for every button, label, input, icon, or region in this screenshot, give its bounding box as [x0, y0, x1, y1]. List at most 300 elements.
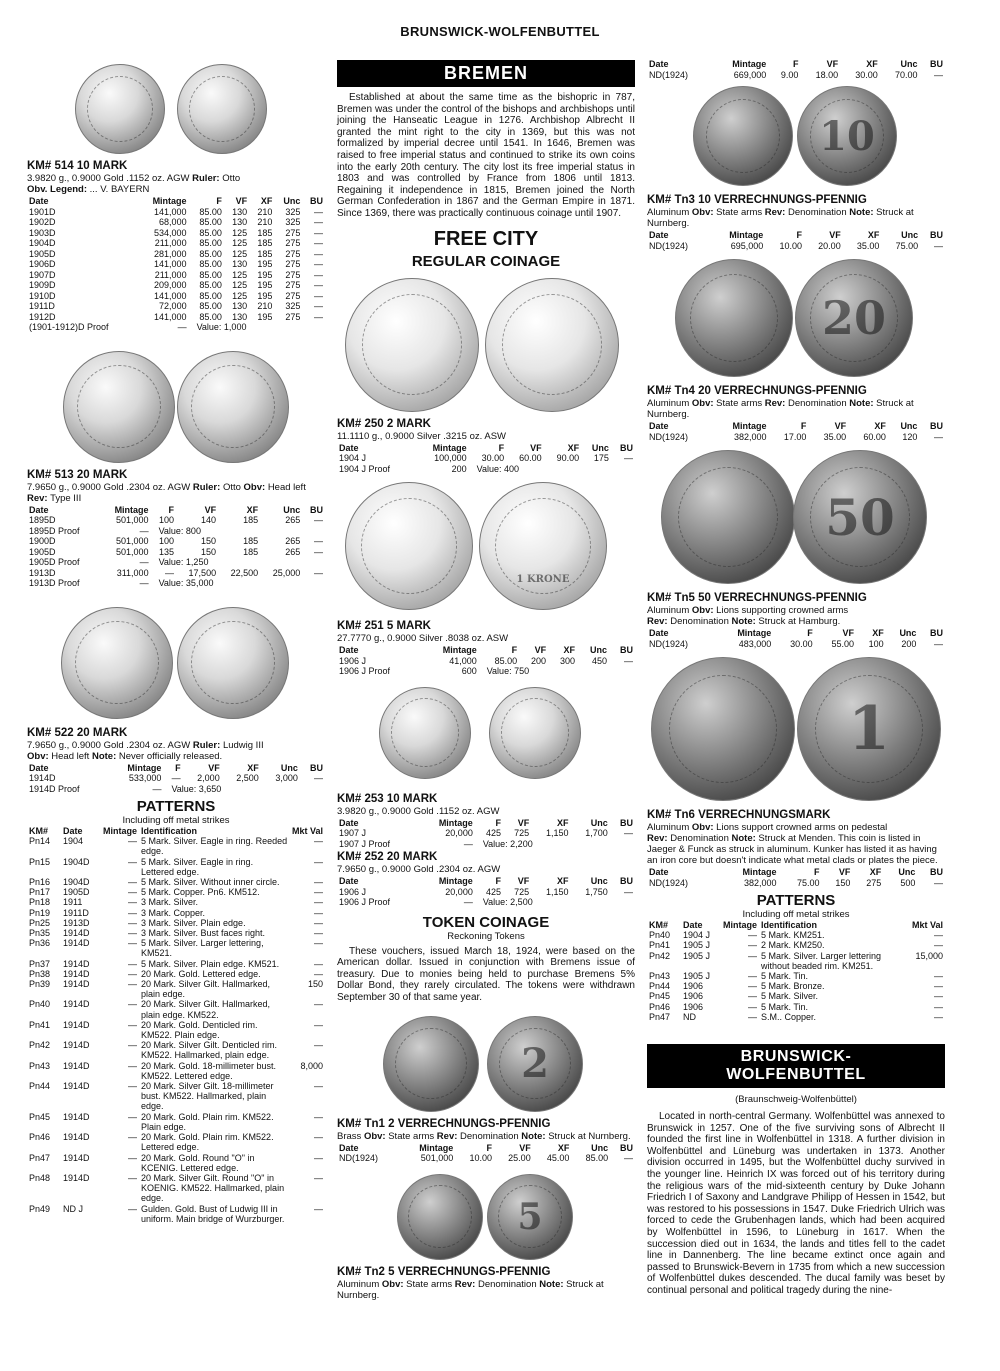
table-cell: 5 Mark. Silver. Without inner circle. [141, 877, 280, 888]
table-cell: 185 [243, 536, 259, 546]
table-cell: 200 [451, 463, 467, 474]
table-cell: 1901D [29, 206, 56, 217]
table-cell: 20 Mark. Silver Gilt. Hallmarked, plain edge. KM522. [141, 999, 271, 1020]
table-header-row [647, 421, 945, 432]
table-cell: — [748, 971, 758, 982]
table-cell: — [314, 248, 323, 259]
table-cell: 1905D [29, 248, 56, 259]
table-cell: — [748, 981, 758, 992]
table-header-row [647, 867, 945, 878]
table-cell: — [624, 453, 633, 464]
table-cell: — [164, 567, 174, 578]
table-row [337, 887, 635, 898]
column-header: BU [930, 421, 943, 431]
table-header-row [27, 826, 325, 836]
table-cell: 175 [593, 453, 609, 464]
table-cell: Value: 2,500 [482, 897, 533, 908]
tn6-spec: Aluminum Obv: Lions support crowned arms on pedestal Rev: Denomination Note: Struck at Menden. This coin is listed in Jaeger & Funck as struck in aluminum. Kunker has listed it as having an iron core but doesn't indicate what metal clads or plates the piece. [647, 822, 938, 866]
table-cell: 141,000 [154, 290, 187, 301]
table-row [27, 979, 325, 999]
table-cell: 195 [257, 280, 273, 290]
table-cell: 85.00 [199, 311, 222, 322]
column-header: XF [557, 1142, 570, 1153]
table-cell: 5 Mark. KM251. [761, 930, 825, 941]
table-cell: 1900D [29, 536, 56, 546]
column-header: VF [517, 817, 530, 828]
column-header: BU [930, 230, 943, 240]
table-cell: 185 [257, 238, 273, 248]
coin-reverse-image [177, 607, 289, 719]
tn3-title: KM# Tn3 10 VERRECHNUNGS-PFENNIG [647, 194, 867, 206]
table-cell: Pn48 [29, 1172, 51, 1183]
table-cell: 130 [232, 217, 248, 227]
column-header: VF [826, 59, 839, 69]
table-cell: 5 Mark. Silver. Larger lettering, KM521. [141, 938, 264, 959]
column-header: Date [683, 920, 703, 930]
column-header: Mintage [737, 628, 772, 638]
tn4-spec: Aluminum Obv: State arms Rev: Denomination Note: Struck at Nurnberg. [647, 398, 914, 420]
table-cell: — [128, 1152, 138, 1163]
table-cell: 20 Mark. Silver Gilt. Round "O" in KOENIG. KM522. Hallmarked, plain edge. [141, 1172, 285, 1204]
table-cell: 501,000 [116, 536, 149, 546]
table-cell: Pn18 [29, 897, 51, 908]
table-cell: — [934, 930, 943, 941]
table-cell: 85.00 [199, 248, 222, 259]
table-header-row [337, 818, 635, 829]
column-header: XF [567, 442, 580, 453]
table-row [27, 1112, 325, 1132]
page-header: BRUNSWICK-WOLFENBUTTEL [400, 24, 600, 39]
table-cell: 100 [158, 515, 174, 525]
table-cell: 533,000 [128, 773, 162, 783]
token-reverse-image: 50 [793, 450, 927, 584]
table-cell: 2 Mark. KM250. [761, 940, 825, 951]
table-cell: — [624, 828, 633, 839]
table-cell: 1914D [63, 999, 90, 1010]
table-row [27, 249, 325, 260]
column-header: Mintage [742, 867, 777, 877]
km514-title: KM# 514 10 MARK [27, 160, 128, 172]
table-cell: Pn45 [649, 991, 671, 1002]
column-header: VF [204, 504, 217, 515]
column-header: F [175, 762, 181, 773]
column-header: VF [834, 421, 847, 431]
table-cell: 265 [285, 536, 301, 546]
table-cell: Pn41 [29, 1019, 51, 1030]
table-cell: — [314, 907, 323, 918]
table-cell: 1914D [63, 958, 90, 969]
token-obverse-image [651, 657, 795, 801]
table-cell: 100 [868, 638, 884, 649]
coin-images-km250 [337, 272, 635, 414]
brunswick-history: Located in north-central Germany. Wolfenbüttel was annexed to Brunswick in 1257. One of the five surviving sons of Albrecht II founded the first line in Wolfenbüttel in 1318. A further division in Wolfenbüttel and Lüneburg was undertaken in 1373. Another division occurred in 1495, but the Wolfenbüttel duchy survived in the younger line. Heinrich IX was forced out of his territory during the religious wars of the mid-sixteenth century by Duke Johann Friedrich I of Saxony and Landgrave Philipp of Hessen in 1542, but was restored to his possessions in 1547. Duke Friedrich Ulrich was forced to cede the Grubenhagen lands, which had been acquired by Wolfenbüttel in 1596, to Lüneburg in 1617. When the succession died out in 1634, the lands and titles fell to the cadet line in Dannenberg. The line became extinct once again and passed to Brunswick-Bevern in 1735 from which a new succession of Wolfenbüttel dukes descended. The ducal family was beset by continual personal and political tragedy during the nine- [647, 1111, 945, 1296]
column-header: Unc [900, 59, 918, 69]
table-cell: 185 [243, 515, 259, 525]
table-cell: 1903D [29, 227, 56, 238]
column-header: Date [649, 230, 669, 240]
table-cell: 2,500 [236, 773, 259, 783]
patterns-heading: PATTERNS [136, 798, 216, 815]
column-header: Unc [898, 867, 916, 877]
table-cell: 1906 [683, 981, 704, 992]
coin-obverse-image [75, 64, 165, 154]
table-cell: — [128, 1040, 138, 1051]
table-cell: — [624, 886, 633, 897]
table-cell: Pn16 [29, 877, 51, 888]
table-cell: 1904 J Proof [339, 463, 391, 474]
table-cell: — [314, 217, 323, 227]
table-cell: 1904 [63, 836, 84, 847]
table-cell: Value: 750 [486, 666, 530, 677]
table-cell: 1907 J [339, 828, 367, 839]
table-cell: 1906 J Proof [339, 666, 391, 677]
table-cell: 85.00 [199, 227, 222, 238]
table-cell: 20,000 [445, 828, 473, 839]
table-cell: 20,000 [445, 886, 473, 897]
table-cell: — [314, 968, 323, 979]
column-header: Date [339, 442, 359, 453]
tn6-table [647, 867, 945, 888]
table-cell: 125 [232, 238, 248, 248]
column-header: F [486, 1142, 492, 1153]
table-cell: 195 [257, 290, 273, 301]
table-cell: — [314, 227, 323, 238]
table-cell: — [934, 240, 943, 251]
table-cell: Pn36 [29, 938, 51, 949]
table-cell: Pn38 [29, 968, 51, 979]
table-cell: — [934, 1011, 943, 1022]
table-cell: — [128, 1132, 138, 1143]
table-row [27, 928, 325, 938]
table-cell: 1,150 [545, 828, 569, 839]
table-cell: 68,000 [159, 217, 187, 227]
table-cell: Value: 800 [158, 525, 201, 536]
table-header-row [337, 645, 635, 656]
table-cell: Pn41 [649, 940, 671, 951]
table-cell: 382,000 [734, 431, 767, 442]
table-row [27, 999, 325, 1019]
table-cell: 41,000 [449, 655, 477, 666]
table-cell: 1911D [29, 301, 55, 311]
table-cell: Value: 1,000 [196, 322, 247, 332]
table-row [647, 241, 945, 252]
table-cell: — [463, 897, 473, 908]
table-cell: 211,000 [154, 269, 187, 280]
section-title-brunswick-wolfenbuttel: BRUNSWICK- WOLFENBUTTEL [647, 1044, 945, 1088]
tn2-table [647, 59, 945, 80]
table-cell: Pn43 [29, 1060, 51, 1071]
column-header: VF [842, 628, 855, 638]
table-cell: (1901-1912)D Proof [29, 322, 109, 332]
column-header: XF [872, 628, 884, 638]
column-header: Date [649, 421, 669, 431]
table-cell: — [314, 290, 323, 301]
table-row [647, 878, 945, 889]
table-cell: 1914D [63, 1081, 90, 1092]
patterns-subheading-bremen: Including off metal strikes [742, 909, 850, 920]
table-cell: 1906 [683, 991, 704, 1002]
table-cell: 150 [201, 546, 217, 557]
tn3-table [647, 230, 945, 251]
table-cell: 1904 J [683, 930, 711, 941]
km513-title: KM# 513 20 MARK [27, 468, 128, 481]
table-cell: 185 [243, 546, 259, 557]
table-cell: — [128, 877, 138, 888]
column-header: Mintage [729, 230, 764, 240]
tn2-spec: Aluminum Obv: State arms Rev: Denomination Note: Struck at Nurnberg. [337, 1278, 604, 1301]
table-cell: 1914D [63, 1152, 90, 1163]
table-row [27, 259, 325, 270]
table-cell: — [314, 301, 323, 311]
column-header: Date [339, 1142, 359, 1153]
column-header: BU [620, 817, 633, 828]
table-cell: ND(1924) [649, 69, 689, 80]
table-row [647, 981, 945, 991]
column-header: F [498, 442, 505, 453]
table-cell: 501,000 [420, 1153, 454, 1163]
table-cell: 1904D [63, 856, 90, 867]
table-cell: Pn40 [649, 930, 671, 941]
regular-coinage-heading: REGULAR COINAGE [411, 252, 561, 270]
column-header: F [495, 876, 502, 887]
table-cell: — [314, 938, 323, 949]
column-header: F [511, 645, 518, 656]
table-cell: Value: 1,250 [158, 557, 209, 567]
table-row [647, 971, 945, 981]
km250-spec: 11.1110 g., 0.9000 Silver .3215 oz. ASW [337, 430, 506, 442]
table-cell: 30.00 [481, 453, 505, 464]
tn5-spec: Aluminum Obv: Lions supporting crowned arms Rev: Denomination Note: Struck at Hamburg. [647, 605, 849, 627]
table-header-row [647, 628, 945, 639]
table-header-row [337, 876, 635, 887]
table-cell: — [748, 1011, 758, 1022]
table-cell: 1910D [29, 290, 56, 301]
table-cell: 5 Mark. Silver. Plain edge. KM521. [141, 958, 280, 969]
bremen-history: Established at about the same time as the bishopric in 787, Bremen was under the control of the bishops and archbishops until joining the Hanseatic League in 1276. Archbishop Albrecht II granted the mint right to the city in 1369, but this was not formalized by imperial decree until 1541. In 1646, Bremen was raised to free imperial status and continued to strike its own coins into the early 20th century. The city lost its free imperial status in 1803 and was controlled by France from 1806 until 1813. Regaining it independence in 1815, Bremen joined the North German Confederation in 1867 and the German Empire in 1871. Since 1369, there was practically continuous coinage until 1907. [337, 92, 635, 219]
table-cell: 17,500 [188, 567, 217, 578]
table-cell: Value: 400 [476, 463, 519, 474]
column-header: XF [260, 196, 273, 206]
table-row [647, 432, 945, 443]
table-cell: 1906D [29, 259, 56, 269]
table-cell: — [314, 877, 323, 888]
table-row [27, 568, 325, 579]
table-cell: 141,000 [154, 259, 187, 269]
km250-title: KM# 250 2 MARK [337, 417, 431, 430]
table-cell: 534,000 [154, 227, 187, 238]
table-cell: Pn42 [649, 950, 671, 961]
table-header-row [647, 59, 945, 70]
column-header: Mintage [438, 876, 473, 887]
table-cell: — [128, 1111, 138, 1122]
table-cell: 1,750 [585, 886, 608, 897]
table-cell: 5 Mark. Silver. Eagle in ring. Lettered edge. [141, 856, 254, 877]
table-cell: 20 Mark. Gold. Plain rim. KM522. Lettered edge. [141, 1132, 274, 1153]
table-cell: 1914D [63, 979, 90, 990]
column-header: Identification [761, 920, 818, 930]
patterns-subheading: Including off metal strikes [122, 815, 230, 826]
table-cell: Pn45 [29, 1111, 51, 1122]
table-cell: 90.00 [556, 453, 580, 464]
table-cell: 5 Mark. Silver. Eagle in ring. Reeded edge. [141, 836, 288, 857]
table-cell: 85.00 [199, 290, 222, 301]
table-cell: — [748, 1001, 758, 1012]
table-cell: — [314, 856, 323, 867]
table-cell: 425 [485, 828, 502, 839]
table-row [27, 1020, 325, 1040]
table-row [337, 666, 635, 677]
column-header: F [800, 421, 807, 431]
table-row [647, 639, 945, 650]
column-header: BU [310, 762, 323, 773]
table-cell: 1,150 [545, 886, 569, 897]
column-header: Unc [590, 817, 608, 828]
km251-title: KM# 251 5 MARK [337, 620, 431, 633]
table-cell: 20 Mark. Silver Gilt. Denticled rim. KM522. Hallmarked, plain edge. [141, 1040, 278, 1061]
table-cell: 1905D [63, 887, 90, 898]
table-cell: 72,000 [159, 301, 187, 311]
table-cell: 1905 J [683, 950, 711, 961]
table-cell: 1904D [63, 877, 90, 888]
table-cell: 140 [201, 515, 217, 525]
coin-images-tn4 [647, 255, 945, 381]
table-cell: 25,000 [272, 567, 301, 578]
table-row [27, 938, 325, 958]
table-cell: S.M.. Copper. [761, 1011, 817, 1022]
table-row [27, 238, 325, 249]
coin-images-tn3 [647, 82, 945, 190]
table-cell: 100,000 [434, 453, 467, 464]
column-header: Unc [899, 628, 917, 638]
table-cell: 1914D [63, 928, 90, 939]
km250-table [337, 443, 635, 475]
column-header: F [495, 817, 502, 828]
table-cell: — [314, 1019, 323, 1030]
column-header: Date [339, 817, 359, 828]
column-header: Unc [280, 762, 298, 773]
table-cell: Pn15 [29, 856, 51, 867]
table-cell: 125 [232, 269, 248, 280]
table-cell: — [463, 838, 473, 849]
table-row [27, 897, 325, 907]
table-cell: 1902D [29, 217, 56, 227]
table-cell: 85.00 [199, 259, 222, 269]
table-cell: 1907D [29, 269, 56, 280]
table-row [27, 1040, 325, 1060]
table-cell: Pn46 [29, 1132, 51, 1143]
table-row [27, 773, 325, 784]
table-cell: Value: 35,000 [158, 578, 214, 588]
table-cell: 125 [232, 290, 248, 301]
table-cell: 5 Mark. Copper. Pn6. KM512. [141, 887, 260, 898]
table-cell: — [314, 1081, 323, 1092]
column-header: KM# [29, 826, 49, 836]
patterns-table-bremen [647, 920, 945, 1022]
column-right [647, 58, 945, 1297]
table-cell: 1907 J Proof [339, 838, 391, 849]
km514-table [27, 196, 325, 333]
table-row [337, 453, 635, 464]
table-row [27, 908, 325, 918]
coin-reverse-image [489, 687, 581, 779]
table-cell: Pn40 [29, 999, 51, 1010]
token-obverse-image [397, 1174, 483, 1260]
table-row [27, 536, 325, 547]
coin-images-tn1 [337, 1010, 635, 1114]
table-row [27, 857, 325, 877]
table-header-row [647, 230, 945, 241]
table-header-row [647, 920, 945, 930]
column-header: Unc [283, 196, 301, 206]
table-cell: 100 [158, 536, 174, 546]
table-cell: Pn19 [29, 907, 51, 918]
column-header: Unc [590, 876, 608, 887]
table-cell: 60.00 [863, 431, 886, 442]
table-cell: 300 [560, 655, 576, 666]
column-header: BU [620, 876, 633, 887]
tn5-title: KM# Tn5 50 VERRECHNUNGS-PFENNIG [647, 592, 867, 604]
table-cell: 35.00 [823, 431, 847, 442]
table-cell: — [171, 773, 181, 783]
table-cell: 10.00 [469, 1153, 492, 1163]
column-header: F [796, 230, 802, 240]
column-header: XF [246, 504, 259, 515]
coin-reverse-image [177, 64, 267, 154]
column-header: Unc [591, 1142, 609, 1153]
table-row [647, 940, 945, 950]
table-cell: 1914D [63, 1132, 90, 1143]
table-cell: — [314, 958, 323, 969]
column-header: F [807, 628, 813, 638]
table-cell: ND(1924) [649, 240, 689, 251]
table-row [647, 930, 945, 940]
table-row [27, 578, 325, 589]
table-row [27, 322, 325, 333]
table-header-row [27, 763, 325, 774]
table-cell: — [624, 655, 633, 666]
column-middle [337, 60, 635, 1301]
column-header: XF [874, 421, 886, 431]
table-cell: 501,000 [116, 515, 149, 525]
table-cell: 695,000 [730, 240, 764, 251]
token-obverse-image [661, 450, 795, 584]
table-cell: 1909D [29, 280, 56, 290]
coin-obverse-image [345, 278, 479, 412]
column-header: VF [534, 645, 547, 656]
table-cell: 1906 J [339, 655, 367, 666]
table-cell: 85.00 [199, 269, 222, 280]
table-cell: 600 [461, 666, 477, 677]
column-header: XF [867, 230, 880, 240]
table-cell: — [314, 928, 323, 939]
table-cell: 669,000 [733, 69, 767, 80]
table-cell: 150 [201, 536, 217, 546]
column-header: VF [235, 196, 248, 206]
table-cell: 1914D [63, 1040, 90, 1051]
table-row [27, 887, 325, 897]
column-header: Date [649, 628, 669, 638]
km251-spec: 27.7770 g., 0.9000 Silver .8038 oz. ASW [337, 633, 509, 645]
table-cell: — [128, 1081, 138, 1092]
tn4-table [647, 421, 945, 442]
table-header-row [27, 196, 325, 207]
table-cell: — [748, 940, 758, 951]
table-cell: Pn47 [29, 1152, 51, 1163]
table-cell: Pn44 [649, 981, 671, 992]
table-cell: — [314, 836, 323, 847]
coin-reverse-image [177, 351, 289, 463]
table-cell: 275 [285, 259, 301, 269]
